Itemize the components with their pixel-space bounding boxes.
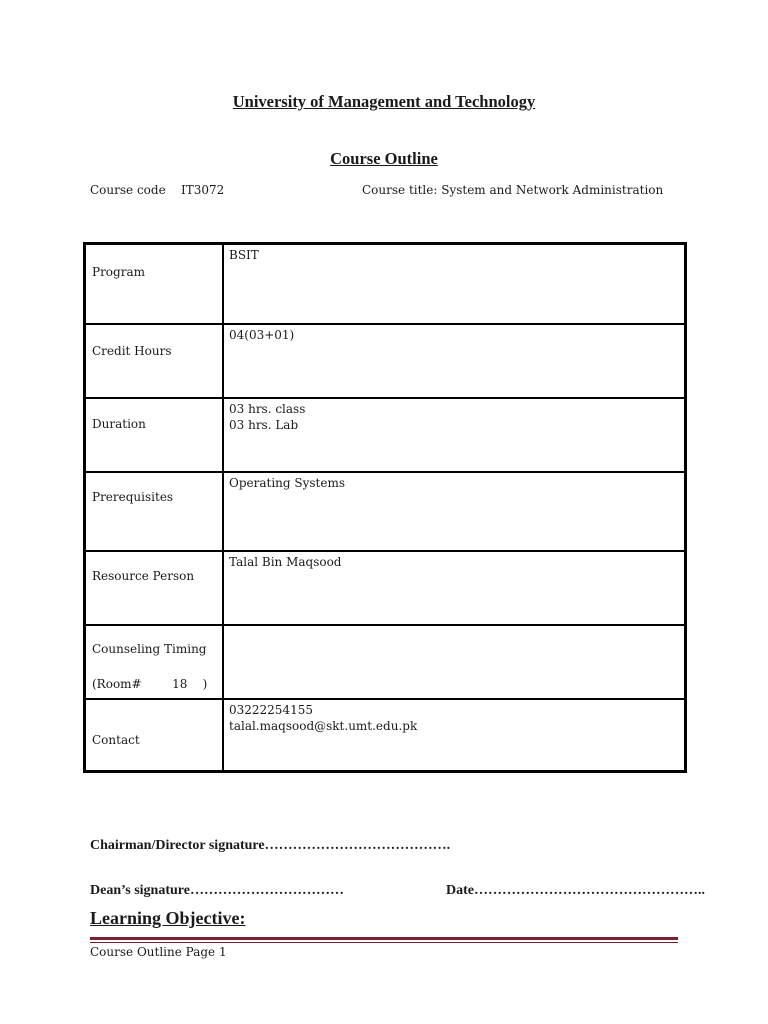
resource-person-label: Resource Person <box>92 569 195 583</box>
document-title: Course Outline <box>330 149 438 168</box>
row-label-cell <box>85 244 223 324</box>
row-value-cell <box>223 551 685 625</box>
table-row <box>85 244 685 324</box>
row-value-cell <box>223 244 685 324</box>
row-value-cell <box>223 699 685 771</box>
chairman-signature-line: Chairman/Director signature…………………………………. <box>90 838 451 853</box>
course-code-value: IT3072 <box>181 183 225 197</box>
course-info-table <box>83 242 687 773</box>
table-row <box>85 699 685 771</box>
table-row <box>85 324 685 398</box>
row-label-cell <box>85 472 223 551</box>
row-value-cell <box>223 324 685 398</box>
duration-value-line: 03 hrs. Lab <box>229 418 299 432</box>
dean-signature-line: Dean’s signature…………………………… <box>90 883 344 898</box>
duration-label: Duration <box>92 417 146 431</box>
page-footer: Course Outline Page 1 <box>90 945 227 959</box>
counseling-room-label: (Room# 18 ) <box>92 677 208 691</box>
row-label-cell <box>85 625 223 699</box>
university-name: University of Management and Technology <box>232 92 536 111</box>
row-label-cell <box>85 324 223 398</box>
table-row <box>85 551 685 625</box>
counseling-timing-label: Counseling Timing <box>92 642 207 656</box>
row-value-cell <box>223 472 685 551</box>
program-value: BSIT <box>229 248 259 262</box>
contact-label: Contact <box>92 733 140 747</box>
credit-hours-value: 04(03+01) <box>229 328 295 342</box>
duration-value-line: 03 hrs. class <box>229 402 306 416</box>
resource-person-value: Talal Bin Maqsood <box>229 555 342 569</box>
row-value-cell <box>223 625 685 699</box>
learning-objective-heading: Learning Objective: <box>90 908 246 928</box>
row-label-cell <box>85 398 223 472</box>
footer-rule-thick <box>90 937 678 940</box>
table-row <box>85 625 685 699</box>
contact-phone: 03222254155 <box>229 703 313 717</box>
row-label-cell <box>85 551 223 625</box>
table-row <box>85 472 685 551</box>
course-title: Course title: System and Network Administration <box>362 183 664 197</box>
program-label: Program <box>92 265 145 279</box>
course-code-label: Course code <box>90 183 166 197</box>
date-line: Date………………………………………….. <box>446 883 705 898</box>
footer-rule-thin <box>90 942 678 943</box>
row-label-cell <box>85 699 223 771</box>
row-value-cell <box>223 398 685 472</box>
table-row <box>85 398 685 472</box>
contact-email: talal.maqsood@skt.umt.edu.pk <box>229 719 418 733</box>
prerequisites-value: Operating Systems <box>229 476 346 490</box>
credit-hours-label: Credit Hours <box>92 344 172 358</box>
prerequisites-label: Prerequisites <box>92 490 174 504</box>
